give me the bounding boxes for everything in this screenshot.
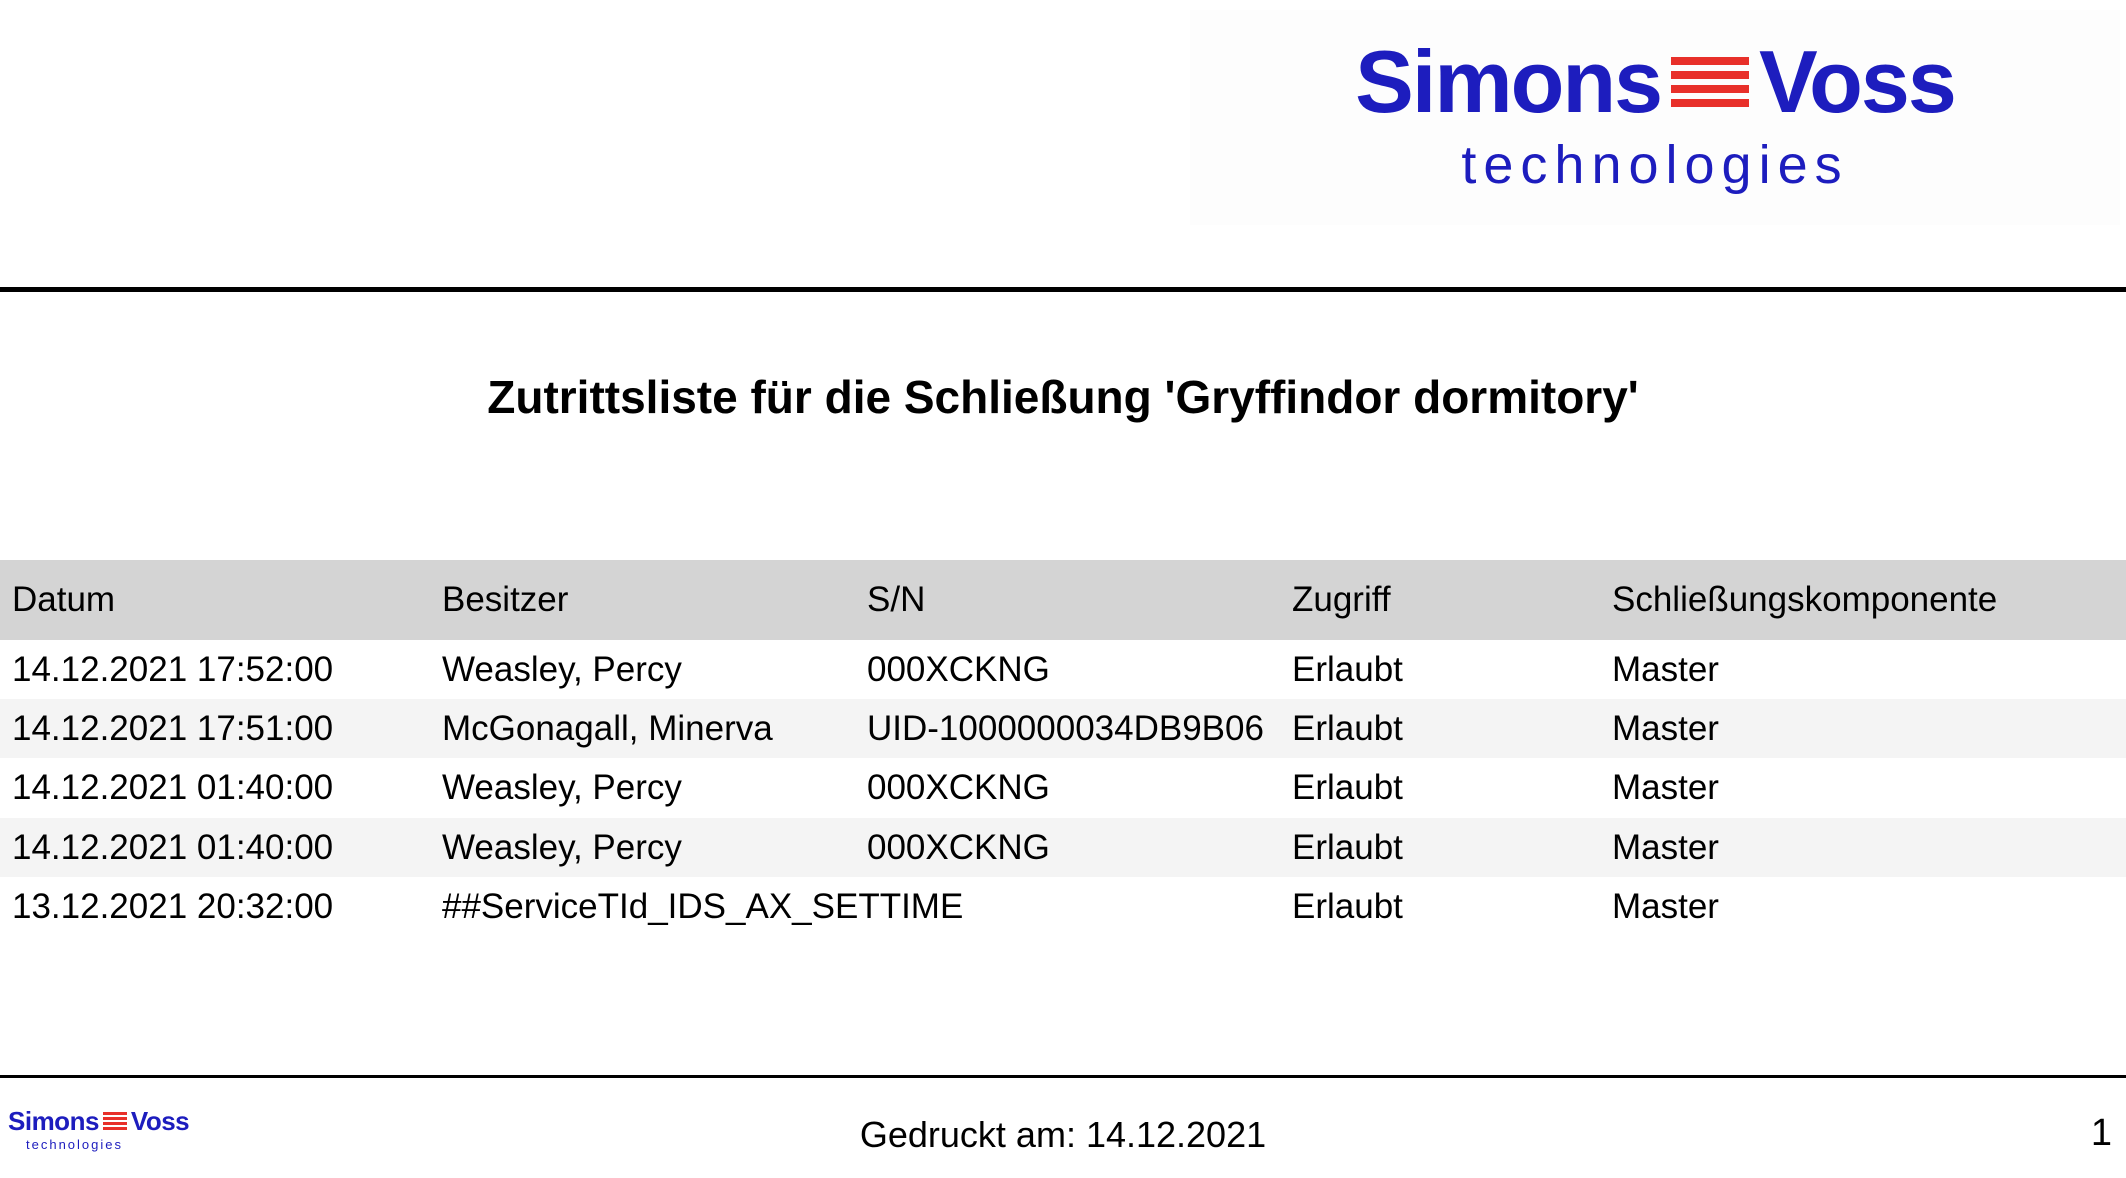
cell-zugriff: Erlaubt <box>1292 768 1403 808</box>
table-row <box>0 818 2126 877</box>
table-row <box>0 699 2126 758</box>
column-header-besitzer: Besitzer <box>430 560 855 640</box>
page-footer <box>0 1090 2126 1178</box>
cell-besitzer: Weasley, Percy <box>430 818 855 877</box>
cell-komponente: Master <box>1600 699 2126 758</box>
cell-zugriff: Erlaubt <box>1280 818 1600 877</box>
cell-besitzer: Weasley, Percy <box>442 650 682 689</box>
cell-sn: UID-1000000034DB9B06 <box>855 699 1280 758</box>
column-header-zugriff: Zugriff <box>1280 560 1600 640</box>
footer-logo-word-simons: Simons <box>8 1106 99 1136</box>
column-header-sn: S/N <box>855 560 1280 640</box>
page-number: 1 <box>2090 1112 2112 1154</box>
cell-datum: 13.12.2021 20:32:00 <box>12 886 334 926</box>
access-list-table <box>0 560 2126 936</box>
logo-bars-icon <box>1671 51 1749 113</box>
cell-besitzer: ##ServiceTId_IDS_AX_SETTIME <box>442 886 964 926</box>
logo-word-simons: Simons <box>1355 32 1662 131</box>
cell-datum: 14.12.2021 17:52:00 <box>12 650 334 689</box>
printed-date: Gedruckt am: 14.12.2021 <box>859 1114 1267 1155</box>
table-body <box>0 640 2126 936</box>
footer-logo-word-voss: Voss <box>130 1106 190 1136</box>
cell-sn: 000XCKNG <box>867 768 1050 808</box>
table-row <box>0 640 2126 699</box>
column-header-datum: Datum <box>0 560 430 640</box>
footer-logo-tagline: technologies <box>26 1137 123 1152</box>
logo-wordmark-row <box>1355 32 1955 131</box>
column-header-komponente: Schließungskomponente <box>1600 560 2126 640</box>
cell-besitzer: Weasley, Percy <box>442 768 682 808</box>
cell-datum: 14.12.2021 17:51:00 <box>0 699 430 758</box>
cell-komponente: Master <box>1612 650 1719 689</box>
cell-datum: 14.12.2021 01:40:00 <box>12 768 334 808</box>
simonsvoss-logo <box>1190 10 2120 225</box>
table-row <box>0 877 2126 936</box>
cell-komponente: Master <box>1600 818 2126 877</box>
cell-datum: 14.12.2021 01:40:00 <box>0 818 430 877</box>
logo-word-voss: Voss <box>1759 32 1955 131</box>
cell-besitzer: McGonagall, Minerva <box>430 699 855 758</box>
table-header-row <box>0 560 2126 640</box>
page-title: Zutrittsliste für die Schließung 'Gryffindor dormitory' <box>487 371 1639 423</box>
cell-zugriff: Erlaubt <box>1292 650 1403 689</box>
cell-sn: 000XCKNG <box>867 650 1050 689</box>
cell-zugriff: Erlaubt <box>1292 886 1403 926</box>
page-header <box>0 0 2126 270</box>
cell-komponente: Master <box>1612 768 1719 808</box>
cell-komponente: Master <box>1612 886 1719 926</box>
cell-zugriff: Erlaubt <box>1280 699 1600 758</box>
logo-tagline: technologies <box>1461 135 1849 195</box>
footer-divider <box>0 1075 2126 1078</box>
table-header <box>0 560 2126 640</box>
cell-sn: 000XCKNG <box>855 818 1280 877</box>
header-divider <box>0 287 2126 292</box>
table-row <box>0 758 2126 817</box>
access-list-table-container <box>0 560 2126 936</box>
